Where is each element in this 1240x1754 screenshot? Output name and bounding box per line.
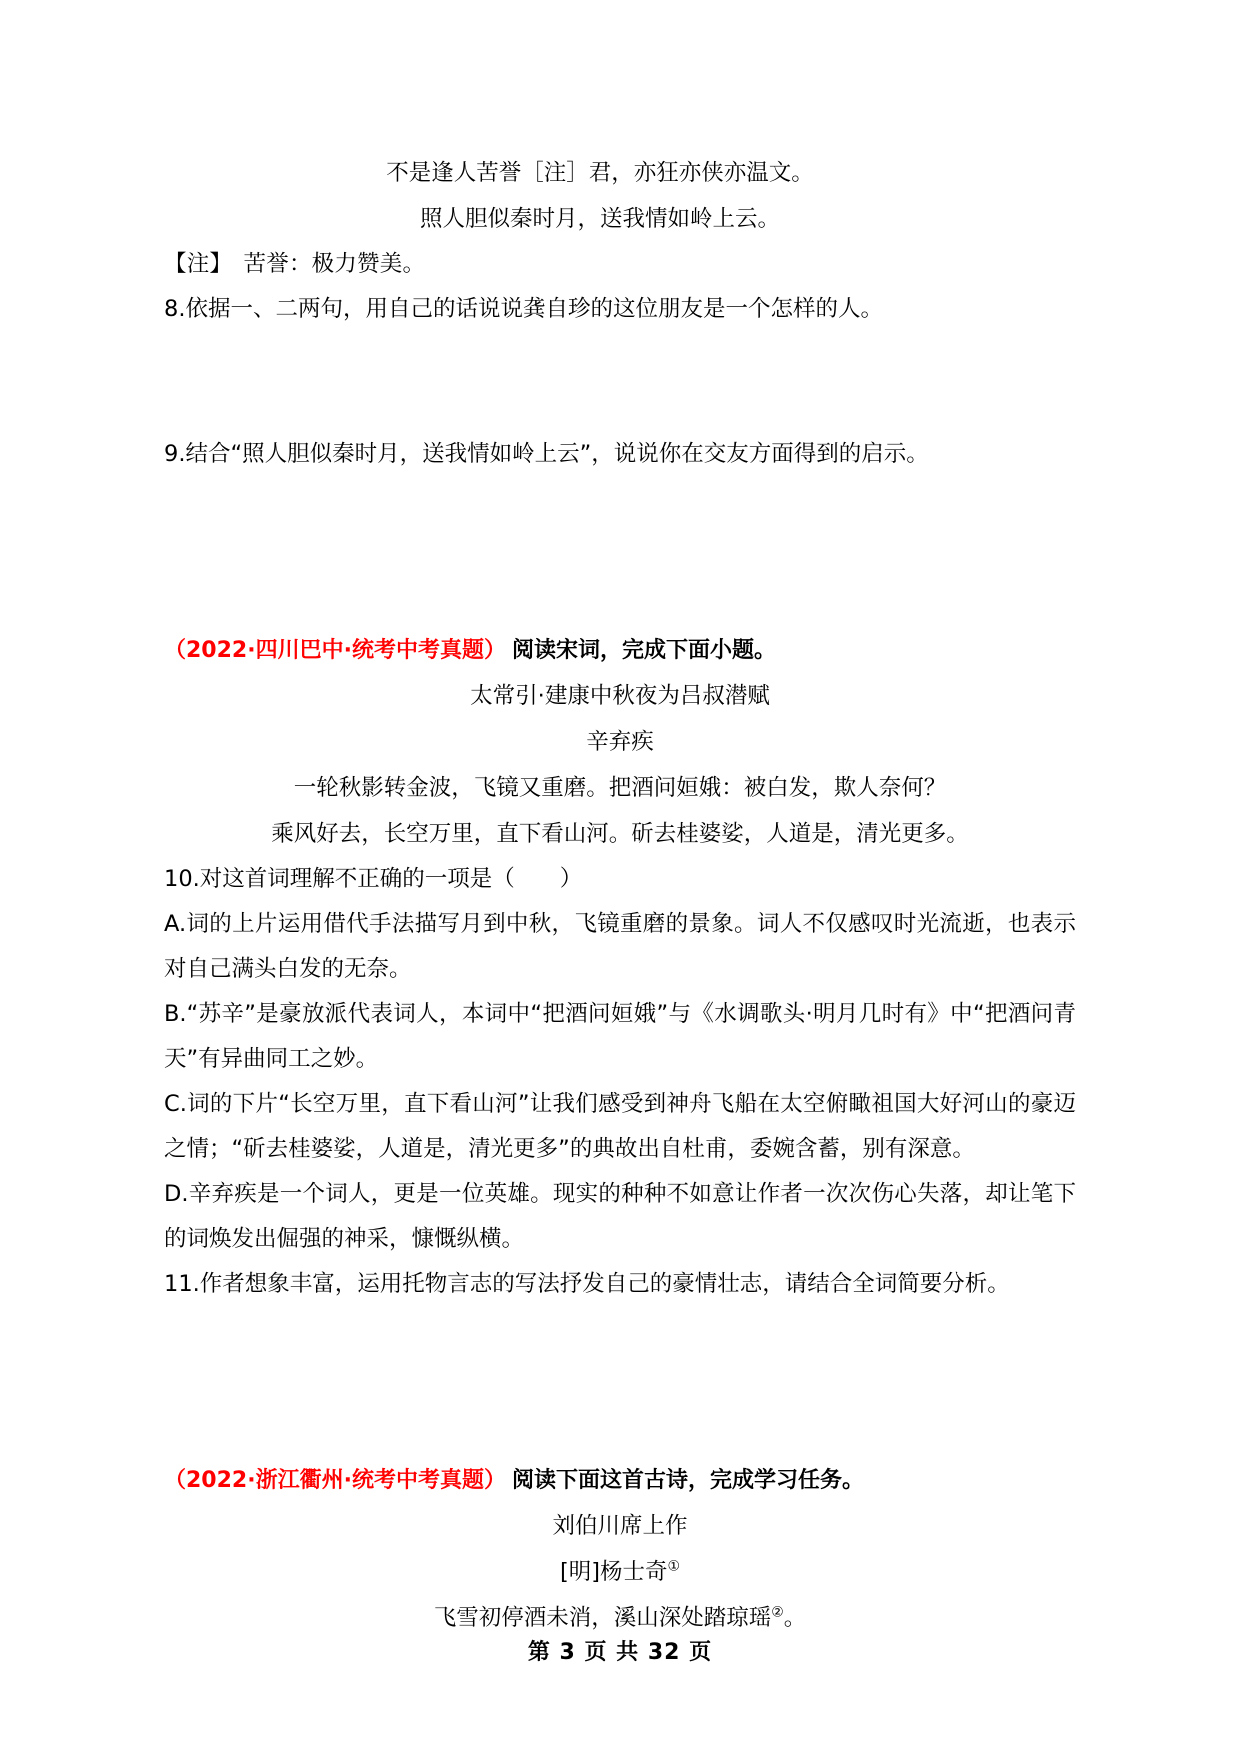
section-2-poem-line-2: 乘风好去，长空万里，直下看山河。斫去桂婆娑，人道是，清光更多。 [271, 821, 969, 847]
section-2-poem-author: 辛弃疾 [586, 729, 654, 755]
question-11: 11.作者想象丰富，运用托物言志的写法抒发自己的豪情壮志，请结合全词简要分析。 [164, 1271, 1010, 1297]
question-10-stem: 10.对这首词理解不正确的一项是（ ） [164, 866, 583, 892]
section-3-poem-line-1-tail: 。 [783, 1605, 807, 1631]
section-3-author-footnote-marker: ① [667, 1558, 681, 1575]
question-10-option-a[interactable]: A.词的上片运用借代手法描写月到中秋，飞镜重磨的景象。词人不仅感叹时光流逝，也表示对自己满头白发的无奈。 [164, 911, 1076, 982]
top-margin-spacer [164, 0, 1076, 150]
section-2-task-label: 阅读宋词，完成下面小题。 [511, 638, 776, 663]
page-content [164, 0, 1076, 1641]
section-3-source-heading [164, 1459, 1076, 1503]
top-poem-line-2: 照人胆似秦时月，送我情如岭上云。 [419, 206, 780, 232]
question-9-answer-space[interactable] [164, 477, 1076, 629]
question-10-option-c[interactable]: C.词的下片“长空万里，直下看山河”让我们感受到神舟飞船在太空俯瞰祖国大好河山的豪迈之情；“斫去桂婆娑，人道是，清光更多”的典故出自杜甫，委婉含蓄，别有深意。 [164, 1091, 1076, 1162]
question-8-answer-space[interactable] [164, 332, 1076, 432]
question-9: 9.结合“照人胆似秦时月，送我情如岭上云”，说说你在交友方面得到的启示。 [164, 441, 929, 467]
section-3-poem-line-1-main: 飞雪初停酒未消，溪山深处踏琼瑶 [433, 1605, 772, 1631]
top-poem-note: 【注】 苦誉：极力赞美。 [164, 251, 426, 277]
section-3-task-label: 阅读下面这首古诗，完成学习任务。 [511, 1468, 864, 1493]
section-2-poem-line-1: 一轮秋影转金波，飞镜又重磨。把酒问姮娥：被白发，欺人奈何？ [293, 775, 947, 801]
page-footer: 第 3 页 共 32 页 [527, 1640, 713, 1665]
section-3-poem-author-text: [明]杨士奇 [559, 1559, 668, 1585]
section-2-poem-title: 太常引·建康中秋夜为吕叔潜赋 [470, 683, 770, 709]
question-10-option-b[interactable]: B.“苏辛”是豪放派代表词人，本词中“把酒问姮娥”与《水调歌头·明月几时有》中“把酒问青天”有异曲同工之妙。 [164, 1001, 1076, 1072]
question-11-answer-space[interactable] [164, 1307, 1076, 1459]
section-2-source-heading [164, 629, 1076, 673]
section-2-source-tag: （2022·四川巴中·统考中考真题） [164, 638, 506, 663]
section-3-poem-author [164, 1549, 1076, 1595]
question-8: 8.依据一、二两句，用自己的话说说龚自珍的这位朋友是一个怎样的人。 [164, 296, 883, 322]
section-3-line-footnote-marker: ② [771, 1604, 784, 1621]
top-poem-line-1: 不是逢人苦誉［注］君，亦狂亦侠亦温文。 [386, 160, 814, 186]
section-3-source-tag: （2022·浙江衢州·统考中考真题） [164, 1468, 506, 1493]
section-3-poem-title: 刘伯川席上作 [552, 1513, 688, 1539]
question-10-option-d[interactable]: D.辛弃疾是一个词人，更是一位英雄。现实的种种不如意让作者一次次伤心失落，却让笔下的词焕发出倔强的神采，慷慨纵横。 [164, 1181, 1076, 1252]
